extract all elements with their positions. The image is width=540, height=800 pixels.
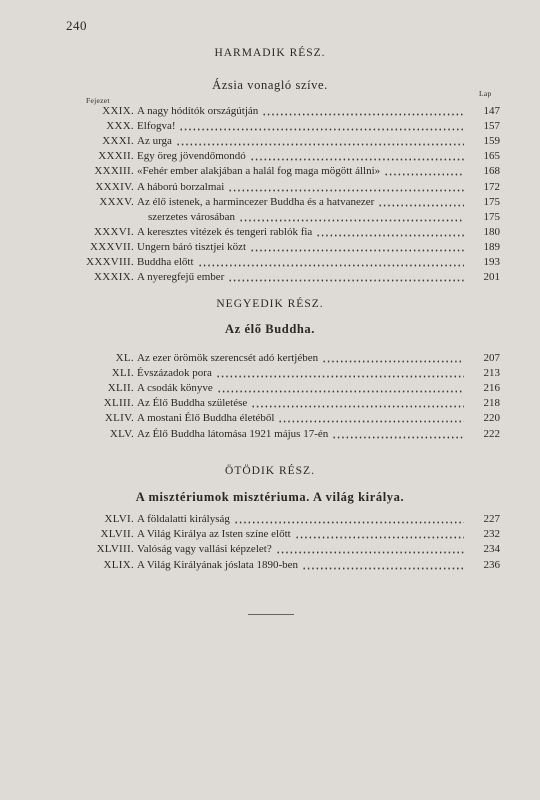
- page-ref: 218: [483, 397, 500, 410]
- page-ref: 180: [483, 225, 500, 238]
- chapter-title: A nyeregfejű ember: [137, 271, 225, 284]
- chapter-title: A csodák könyve: [137, 382, 213, 395]
- chapter-title: A földalatti királyság: [137, 513, 230, 525]
- chapter-number: XXXIII.: [94, 165, 134, 178]
- dot-leader: [176, 134, 464, 148]
- chapter-number: XXXVI.: [94, 225, 134, 238]
- chapter-number: XLIX.: [103, 558, 134, 571]
- dot-leader: [322, 351, 464, 365]
- chapter-title: A Világ Királyának jóslata 1890-ben: [137, 558, 299, 571]
- toc-entry: [0, 164, 540, 178]
- dot-leader: [217, 381, 464, 395]
- chapter-title: Az élő istenek, a harmincezer Buddha és a hatvanezer: [137, 195, 375, 208]
- dot-leader: [378, 195, 464, 209]
- chapter-number: XLIII.: [103, 397, 134, 410]
- chapter-number: XLV.: [109, 427, 134, 440]
- toc-entry: [0, 270, 540, 284]
- dot-leader: [250, 149, 464, 163]
- page-ref: 222: [483, 427, 500, 440]
- chapter-title: Valóság vagy vallási képzelet?: [137, 543, 272, 556]
- chapter-number: XL.: [115, 352, 134, 364]
- part-5-subtitle: A misztériumok misztériuma. A világ királya.: [135, 490, 405, 504]
- toc-entry: [0, 180, 540, 194]
- page-ref: 172: [483, 180, 500, 193]
- page-ref: 236: [483, 558, 500, 571]
- chapter-title: A háború borzalmai: [137, 180, 225, 193]
- part-5-title: ÖTÖDIK RÉSZ.: [225, 465, 315, 477]
- page-ref: 165: [483, 150, 500, 163]
- chapter-title: Ungern báró tisztjei közt: [137, 240, 247, 253]
- chapter-number: XLIV.: [104, 412, 134, 425]
- page-ref: 216: [483, 382, 500, 395]
- chapter-number: XLVI.: [104, 513, 134, 525]
- chapter-number: XLI.: [111, 367, 134, 380]
- dot-leader: [198, 255, 464, 269]
- chapter-number: XXX.: [106, 120, 134, 133]
- chapter-title: Buddha előtt: [137, 256, 194, 268]
- page-ref: 227: [483, 513, 500, 525]
- dot-leader: [234, 512, 464, 526]
- toc-entry: [0, 119, 540, 133]
- toc-entry: [0, 558, 540, 572]
- chapter-number: XXXVII.: [90, 240, 134, 253]
- dot-leader: [228, 180, 464, 194]
- chapter-title: A nagy hódítók országútján: [137, 105, 259, 117]
- closing-rule: [248, 614, 294, 615]
- toc-entry: [0, 195, 540, 209]
- chapter-number: XXXII.: [98, 150, 134, 163]
- chapter-title: Elfogva!: [137, 120, 176, 133]
- toc-entry: [0, 411, 540, 425]
- toc-entry: [0, 542, 540, 556]
- toc-entry: [0, 366, 540, 380]
- chapter-title: szerzetes városában: [148, 210, 236, 223]
- page-ref: 193: [483, 256, 500, 268]
- chapter-number: XXXVIII.: [86, 256, 134, 268]
- page-ref: 168: [483, 165, 500, 178]
- page-ref: 234: [483, 543, 500, 556]
- page-number: 240: [66, 18, 87, 33]
- toc-entry: [0, 512, 540, 526]
- page-ref: 147: [483, 105, 500, 117]
- toc-entry-continuation: [0, 210, 540, 224]
- chapter-number: XLII.: [107, 382, 134, 395]
- page-ref: 175: [483, 210, 500, 223]
- dot-leader: [179, 119, 464, 133]
- toc-entry: [0, 149, 540, 163]
- chapter-title: A Világ Királya az Isten színe előtt: [137, 528, 291, 541]
- chapter-title: A mostani Élő Buddha életéből: [137, 412, 275, 425]
- dot-leader: [228, 270, 464, 284]
- chapter-number: XXXV.: [99, 195, 134, 208]
- dot-leader: [216, 366, 464, 380]
- dot-leader: [295, 527, 464, 541]
- page-ref: 213: [483, 367, 500, 380]
- chapter-title: Évszázadok pora: [137, 367, 212, 380]
- dot-leader: [251, 396, 464, 410]
- chapter-title: A keresztes vitézek és tengeri rablók fia: [137, 225, 313, 238]
- dot-leader: [262, 104, 464, 118]
- chapter-number: XXXIV.: [95, 180, 134, 193]
- toc-entry: [0, 255, 540, 269]
- part-4-subtitle: Az élő Buddha.: [224, 322, 316, 336]
- page-ref: 201: [483, 271, 500, 284]
- page-ref: 189: [483, 240, 500, 253]
- page-ref: 207: [483, 352, 500, 364]
- chapter-number: XXIX.: [102, 105, 134, 117]
- toc-entry: [0, 240, 540, 254]
- toc-entry: [0, 527, 540, 541]
- toc-entry: [0, 351, 540, 365]
- part-3-title: HARMADIK RÉSZ.: [214, 47, 326, 59]
- toc-entry: [0, 396, 540, 410]
- chapter-title: Az ezer örömök szerencsét adó kertjében: [137, 352, 319, 364]
- toc-entry: [0, 104, 540, 118]
- page-ref: 232: [483, 528, 500, 541]
- chapter-number: XXXIX.: [94, 271, 134, 284]
- dot-leader: [384, 164, 464, 178]
- page-ref: 175: [483, 195, 500, 208]
- chapter-number: XLVII.: [100, 528, 134, 541]
- chapter-number: XLVIII.: [96, 543, 134, 556]
- page-ref: 157: [483, 120, 500, 133]
- dot-leader: [332, 427, 464, 441]
- toc-entry: [0, 225, 540, 239]
- page-column-header: Lap: [479, 89, 492, 98]
- chapter-title: Egy öreg jövendőmondó: [137, 150, 246, 163]
- chapter-number: XXXI.: [102, 135, 134, 148]
- chapter-title: «Fehér ember alakjában a halál fog maga mögött állni»: [137, 165, 381, 178]
- chapter-title: Az urga: [137, 135, 172, 148]
- toc-entry: [0, 134, 540, 148]
- dot-leader: [250, 240, 464, 254]
- dot-leader: [302, 558, 464, 572]
- chapter-title: Az Élő Buddha látomása 1921 május 17-én: [137, 427, 329, 440]
- dot-leader: [278, 411, 464, 425]
- dot-leader: [276, 542, 464, 556]
- part-4-title: NEGYEDIK RÉSZ.: [216, 298, 324, 310]
- toc-entry: [0, 427, 540, 441]
- chapter-title: Az Élő Buddha születése: [137, 397, 248, 410]
- toc-entry: [0, 381, 540, 395]
- chapter-column-header: Fejezet: [86, 96, 110, 105]
- dot-leader: [316, 225, 464, 239]
- page-ref: 159: [483, 135, 500, 148]
- part-3-subtitle: Ázsia vonagló szíve.: [212, 78, 328, 92]
- dot-leader: [239, 210, 464, 224]
- page-ref: 220: [483, 412, 500, 425]
